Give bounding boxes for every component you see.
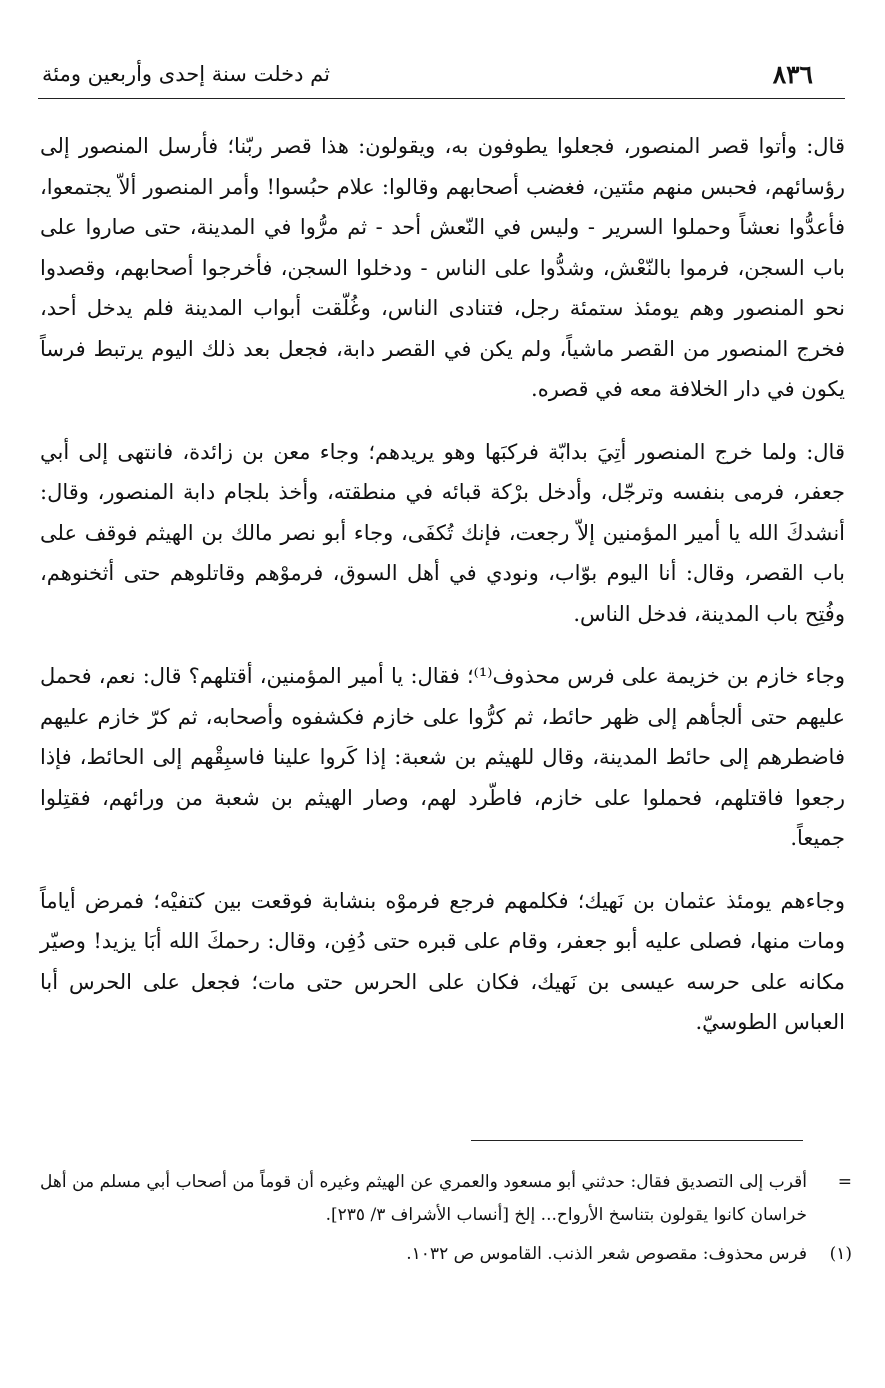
page-header xyxy=(42,58,813,94)
footnote-text: فرس محذوف: مقصوص شعر الذنب. القاموس ص ١٠٣٢. xyxy=(406,1244,807,1264)
footnote-divider xyxy=(471,1140,803,1141)
footnote-marker: = xyxy=(837,1172,852,1192)
footnote-continuation xyxy=(40,1166,852,1232)
paragraph: وجاء خازم بن خزيمة على فرس محذوف⁽¹⁾؛ فقال: يا أمير المؤمنين، أقتلهم؟ قال: نعم، فحمل عليهم حتى ألجأهم إلى ظهر حائط، ثم كرُّوا على خازم فكشفوه وأصحابه، ثم كرّ خازم عليهم فاضطرهم إلى حائط المدينة، وقال للهيثم بن شعبة: إذا كَروا علينا فاسبِقْهم إلى الحائط، فإذا رجعوا فاقتلهم، فحملوا على خازم، فاطّرد لهم، وصار الهيثم بن شعبة من ورائهم، فقتِلوا جميعاً. xyxy=(40,664,846,850)
paragraph: قال: ولما خرج المنصور أتِيَ بدابّة فركبَها وهو يريدهم؛ وجاء معن بن زائدة، فانتهى إلى أبي جعفر، فرمى بنفسه وترجّل، وأدخل برْكة قبائه في منطقته، وأخذ بلجام دابة المنصور، وقال: أنشدكَ الله يا أمير المؤمنين إلاّ رجعت، فإنك تُكفَى، وجاء أبو نصر مالك بن الهيثم فوقف على باب القصر، وقال: أنا اليوم بوّاب، ونودي في أهل السوق، فرموْهم وقاتلوهم حتى أثخنوهم، وفُتِح باب المدينة، فدخل الناس. xyxy=(40,439,845,626)
footnotes xyxy=(40,1166,852,1277)
footnote-1 xyxy=(40,1238,852,1271)
paragraph: وجاءهم يومئذ عثمان بن نَهيك؛ فكلمهم فرجع فرموْه بنشابة فوقعت بين كتفيْه؛ فمرض أياماً ومات منها، فصلى عليه أبو جعفر، وقام على قبره حتى دُفِن، وقال: رحمكَ الله أبَا يزيد! وصيّر مكانه على حرسه عيسى بن نَهيك، فكان على الحرس حتى مات؛ فجعل على الحرس أبا العباس الطوسيّ. xyxy=(40,888,845,1034)
paragraph: قال: وأتوا قصر المنصور، فجعلوا يطوفون به، ويقولون: هذا قصر ربّنا؛ فأرسل المنصور إلى رؤسائهم، فحبس منهم مئتين، فغضب أصحابهم وقالوا: علام حبُسوا! وأمر المنصور ألاّ يجتمعوا، فأعدُّوا نعشاً وحملوا السرير - وليس في النّعش أحد - ثم مرُّوا في المدينة، حتى صاروا على باب السجن، فرموا بالنّعْش، وشدُّوا على الناس - ودخلوا السجن، فأخرجوا أصحابهم، وقصدوا نحو المنصور وهم يومئذ ستمئة رجل، فتنادى الناس، وغُلّقت أبواب المدينة فلم يدخل أحد، فخرج المنصور من القصر ماشياً، ولم يكن في القصر دابة، فجعل بعد ذلك اليوم يرتبط فرساً يكون في دار الخلافة معه في قصره. xyxy=(40,134,845,401)
header-divider xyxy=(38,98,845,99)
footnote-marker: (١) xyxy=(829,1244,852,1264)
page-number: ٨٣٦ xyxy=(772,60,813,89)
footnote-text: أقرب إلى التصديق فقال: حدثني أبو مسعود والعمري عن الهيثم وغيره أن قوماً من أصحاب أبي مسلم من أهل خراسان كانوا يقولون بتناسخ الأرواح... إلخ [أنساب الأشراف ٣/ ٢٣٥]. xyxy=(40,1172,807,1225)
main-text xyxy=(40,126,845,1065)
running-title: ثم دخلت سنة إحدى وأربعين ومئة xyxy=(42,62,330,86)
